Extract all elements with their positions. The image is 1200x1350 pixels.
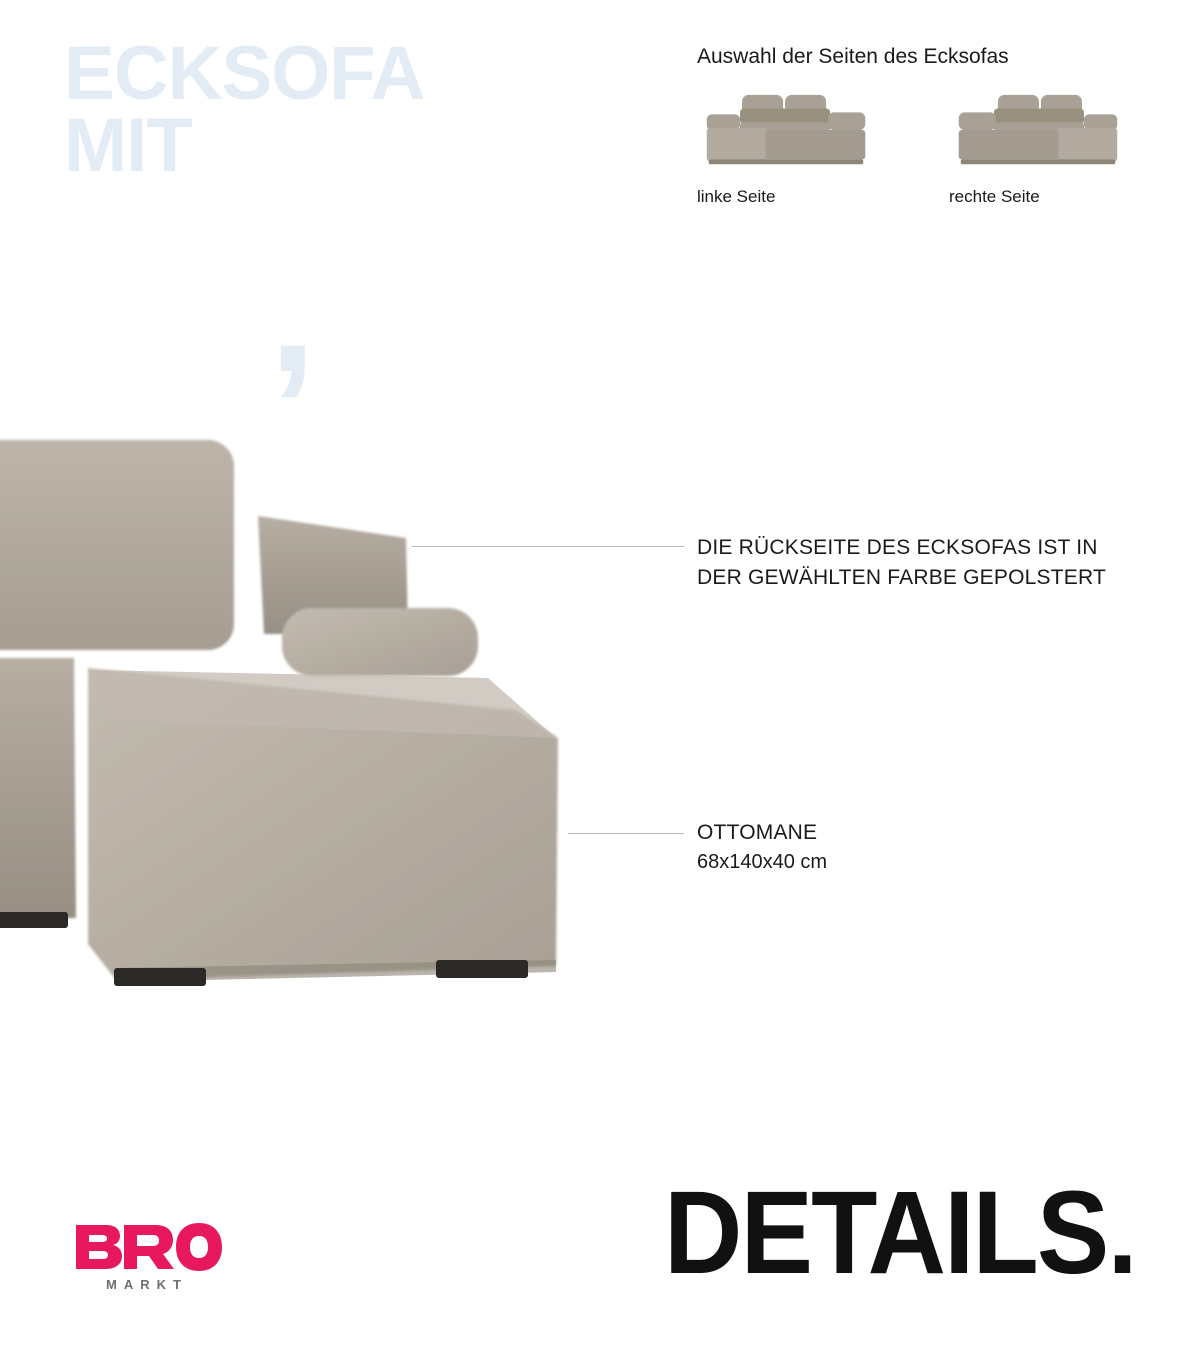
- callout-ottomane-dimensions: 68x140x40 cm: [697, 851, 828, 874]
- side-option-right-label: rechte Seite: [949, 187, 1040, 206]
- side-selection-panel: [697, 45, 1147, 207]
- callout-ottomane-title: OTTOMANE: [697, 821, 818, 844]
- product-photo: [0, 420, 636, 1000]
- side-selection-title: Auswahl der Seiten des Ecksofas: [697, 45, 1009, 68]
- bromarkt-logo-icon: [72, 1219, 222, 1275]
- callout-back: [697, 533, 1147, 594]
- brand-logo: [72, 1219, 222, 1292]
- callout-back-leader-line: [412, 546, 684, 547]
- sofa-left-icon: [697, 87, 877, 177]
- side-option-right[interactable]: [947, 87, 1127, 207]
- callout-ottomane: [697, 818, 1117, 877]
- ghost-headline: [64, 31, 484, 408]
- side-option-left[interactable]: [697, 87, 877, 207]
- callout-back-text: DIE RÜCKSEITE DES ECKSOFAS IST IN DER GEWÄHLTEN FARBE GEPOLSTERT: [697, 536, 1106, 590]
- details-wordmark: DETAILS.: [664, 1167, 1136, 1299]
- side-option-left-label: linke Seite: [697, 187, 776, 206]
- sofa-right-icon: [947, 87, 1127, 177]
- side-selection-options: [697, 87, 1147, 207]
- ghost-headline-line-2: MIT: [64, 103, 192, 189]
- brand-logo-subtext: MARKT: [106, 1277, 188, 1292]
- ghost-headline-line-1: ECKSOFA: [64, 31, 425, 116]
- ghost-headline-comma: ,: [269, 218, 317, 408]
- callout-ottomane-leader-line: [568, 833, 684, 834]
